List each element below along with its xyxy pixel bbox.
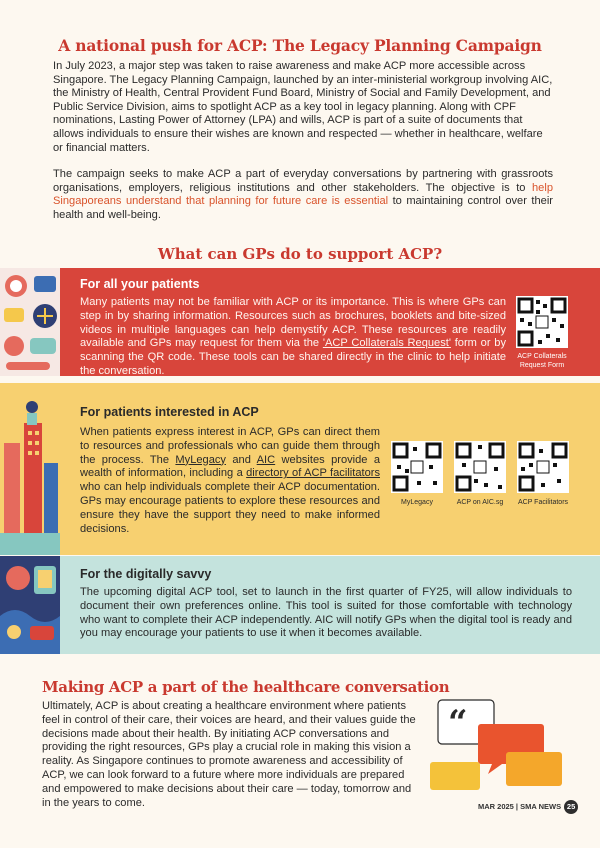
- intro-highlight: help Singaporeans understand that planning for future care is essential: [53, 181, 553, 208]
- box2-title: For patients interested in ACP: [80, 405, 259, 419]
- outro-text: Ultimately, ACP is about creating a healthcare environment where patients feel in control of their care, their voices are heard, and their values guide the decisions made about their health. By initiating ACP conversations and providing the right resources, GPs play a crucial role in making this vision a reality. As Singapore continues to promote awareness and accessibility of ACP, we can look forward to a future where more individuals are prepared and empowered to make decisions about their care — today, tomorrow and in the years to come.: [42, 700, 416, 809]
- box1-text-start: Many patients may not be familiar with ACP or its importance. This is where GPs can step in by sharing information. Resources such as brochures, booklets and bite-sized videos in multiple languages can help demystify ACP. These resources are readily available and GPs may request for them via the: [80, 296, 506, 350]
- box2-text-d: who can help individuals complete their ACP documentation. GPs may encourage patients to explore these resources and ensure they have the support they need to make informed decisions.: [80, 481, 380, 535]
- quote-mark: “: [448, 703, 468, 743]
- qr-caption-mylegacy: MyLegacy: [401, 499, 433, 506]
- box3-text: The upcoming digital ACP tool, set to launch in the first quarter of FY25, will allow individuals to document their own preferences online. This tool is suited for those comfortable with technology who want to complete their ACP independently. AIC will notify GPs when the digital tool is ready and you may encourage your patients to use it when it becomes available.: [80, 586, 572, 640]
- qr-caption-acp-facilitators: ACP Facilitators: [517, 499, 569, 506]
- panel-all-patients: [0, 268, 600, 376]
- acp-facilitators-link[interactable]: directory of ACP facilitators: [246, 467, 380, 480]
- qr-code-acp-collaterals[interactable]: [516, 296, 568, 348]
- speech-bubbles-illustration: [430, 694, 570, 794]
- qr-caption-acp-collaterals: ACP Collaterals Request Form: [517, 353, 567, 369]
- page-number: 25: [564, 800, 578, 814]
- footer-issue: MAR 2025 | SMA NEWS: [478, 801, 562, 811]
- acp-collaterals-link[interactable]: 'ACP Collaterals Request': [322, 337, 451, 350]
- intro-paragraph-2: [53, 168, 553, 222]
- box2-text-a: When patients express interest in ACP, GPs can direct them to resources and professionals who can guide them through the process. The: [80, 426, 380, 466]
- box3-title: For the digitally savvy: [80, 567, 212, 581]
- intro-paragraph-1: In July 2023, a major step was taken to raise awareness and make ACP more accessible across Singapore. The Legacy Planning Campaign, launched by an inter-ministerial workgroup involving AIC, the Ministry of Health, Central Provident Fund Board, Ministry of Social and Family Development, and Public Service Division, aims to spotlight ACP as a key tool in legacy planning. Along with CPF nominations, Lasting Power of Attorney (LPA) and wills, ACP is part of a suite of documents that allows individuals to ensure their wishes are known and respected — whether in healthcare, welfare or financial matters.: [53, 60, 553, 154]
- box1-title: For all your patients: [80, 277, 200, 291]
- box2-text-c: websites provide a wealth of information, including a: [80, 453, 381, 480]
- intro-p2-end: to maintaining control over their health and well-being.: [53, 195, 553, 221]
- section-title-legacy-campaign: A national push for ACP: The Legacy Planning Campaign: [58, 36, 542, 55]
- aic-link[interactable]: AIC: [256, 453, 276, 466]
- box2-text-b: and: [225, 453, 257, 466]
- qr-code-mylegacy[interactable]: [391, 441, 443, 493]
- box1-text-end: form or by scanning the QR code. These tools can be shared directly in the clinic to help initiate the conversation.: [80, 337, 506, 377]
- panel-digitally-savvy: [0, 556, 600, 654]
- illustration-social-icons: [0, 268, 60, 376]
- illustration-city-people: [0, 383, 60, 555]
- section-title-healthcare-conversation: Making ACP a part of the healthcare conversation: [42, 678, 450, 696]
- qr-code-acp-facilitators[interactable]: [517, 441, 569, 493]
- box2-text: [80, 426, 380, 536]
- page-footer: [478, 800, 578, 814]
- illustration-technology: [0, 556, 60, 654]
- panel-interested-patients: [0, 383, 600, 555]
- mylegacy-link[interactable]: MyLegacy: [175, 453, 226, 466]
- qr-caption-acp-on-aic: ACP on AIC.sg: [456, 499, 504, 506]
- intro-p2-start: The campaign seeks to make ACP a part of everyday conversations by partnering with grassroots organisations, employers, religious institutions and other stakeholders. The objective is to: [53, 168, 553, 194]
- qr-code-acp-on-aic[interactable]: [454, 441, 506, 493]
- section-title-gp-support: What can GPs do to support ACP?: [157, 245, 443, 263]
- intro-text: [53, 60, 553, 236]
- box1-text: [80, 296, 506, 379]
